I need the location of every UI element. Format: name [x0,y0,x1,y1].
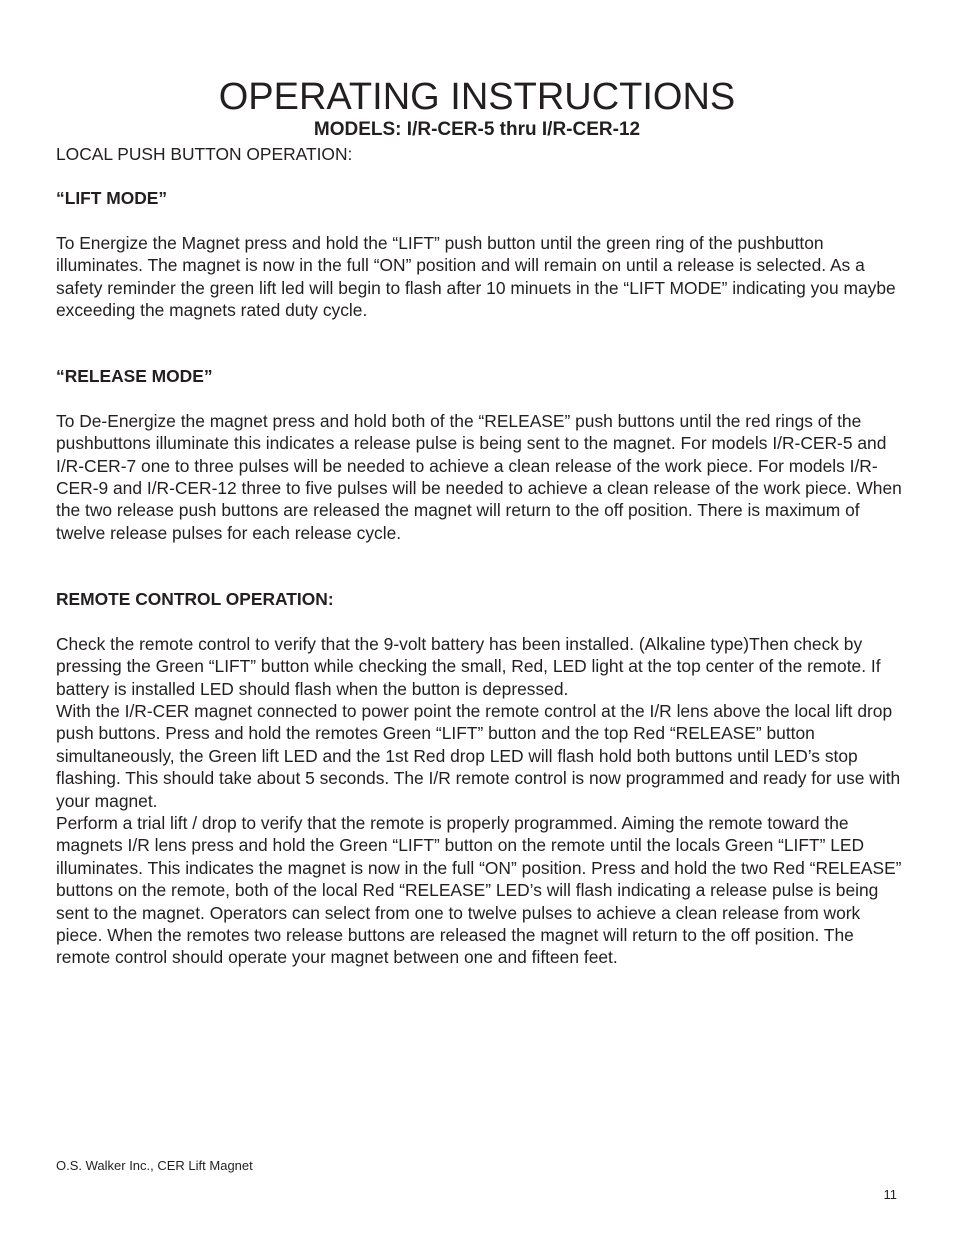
lift-mode-heading: “LIFT MODE” [56,188,168,209]
local-operation-heading: LOCAL PUSH BUTTON OPERATION: [56,144,353,164]
release-mode-text: To De-Energize the magnet press and hold both of the “RELEASE” push buttons until the red rings of the pushbuttons illuminate this indicates a release pulse is being sent to the magnet. For models I/R-CER-5 and I/R-CER-7 one to three pulses will be needed to achieve a clean release of the work piece. For models I/R-CER-9 and I/R-CER-12 three to five pulses will be needed to achieve a clean release of the work piece. When the two release push buttons are released the magnet will return to the off position. There is maximum of twelve release pulses for each release cycle. [56,410,902,543]
page-subtitle: MODELS: I/R-CER-5 thru I/R-CER-12 [313,119,641,140]
remote-paragraph-1: Check the remote control to verify that the 9-volt battery has been installed. (Alkaline type)Then check by pressing the Green “LIFT” button while checking the small, Red, LED light at the top center of the remote. If battery is installed LED should flash when the button is depressed. [56,633,881,699]
document-body [56,143,902,969]
lift-mode-text: To Energize the Magnet press and hold the “LIFT” push button until the green ring of the pushbutton illuminates. The magnet is now in the full “ON” position and will remain on until a release is selected. As a safety reminder the green lift led will begin to flash after 10 minuets in the “LIFT MODE” indicating you maybe exceeding the magnets rated duty cycle. [56,232,896,321]
footer-company: O.S. Walker Inc., CER Lift Magnet [56,1158,253,1173]
release-mode-heading: “RELEASE MODE” [56,366,213,387]
page-number: 11 [883,1187,897,1202]
remote-paragraph-3: Perform a trial lift / drop to verify that the remote is properly programmed. Aiming the remote toward the magnets I/R lens press and hold the Green “LIFT” button on the remote until the locals Green “LIFT” LED illuminates. This indicates the magnet is now in the full “ON” position. Press and hold the two Red “RELEASE” buttons on the remote, both of the local Red “RELEASE” LED’s will flash indicating a release pulse is being sent to the magnet. Operators can select from one to twelve pulses to achieve a clean release from work piece. When the remotes two release buttons are released the magnet will return to the off position. The remote control should operate your magnet between one and fifteen feet. [56,812,902,968]
page-title: OPERATING INSTRUCTIONS [218,76,736,118]
remote-operation-heading: REMOTE CONTROL OPERATION: [56,589,334,610]
remote-paragraph-2: With the I/R-CER magnet connected to power point the remote control at the I/R lens above the local lift drop push buttons. Press and hold the remotes Green “LIFT” button and the top Red “RELEASE” button simultaneously, the Green lift LED and the 1st Red drop LED will flash hold both buttons until LED’s stop flashing. This should take about 5 seconds. The I/R remote control is now programmed and ready for use with your magnet. [56,700,901,811]
